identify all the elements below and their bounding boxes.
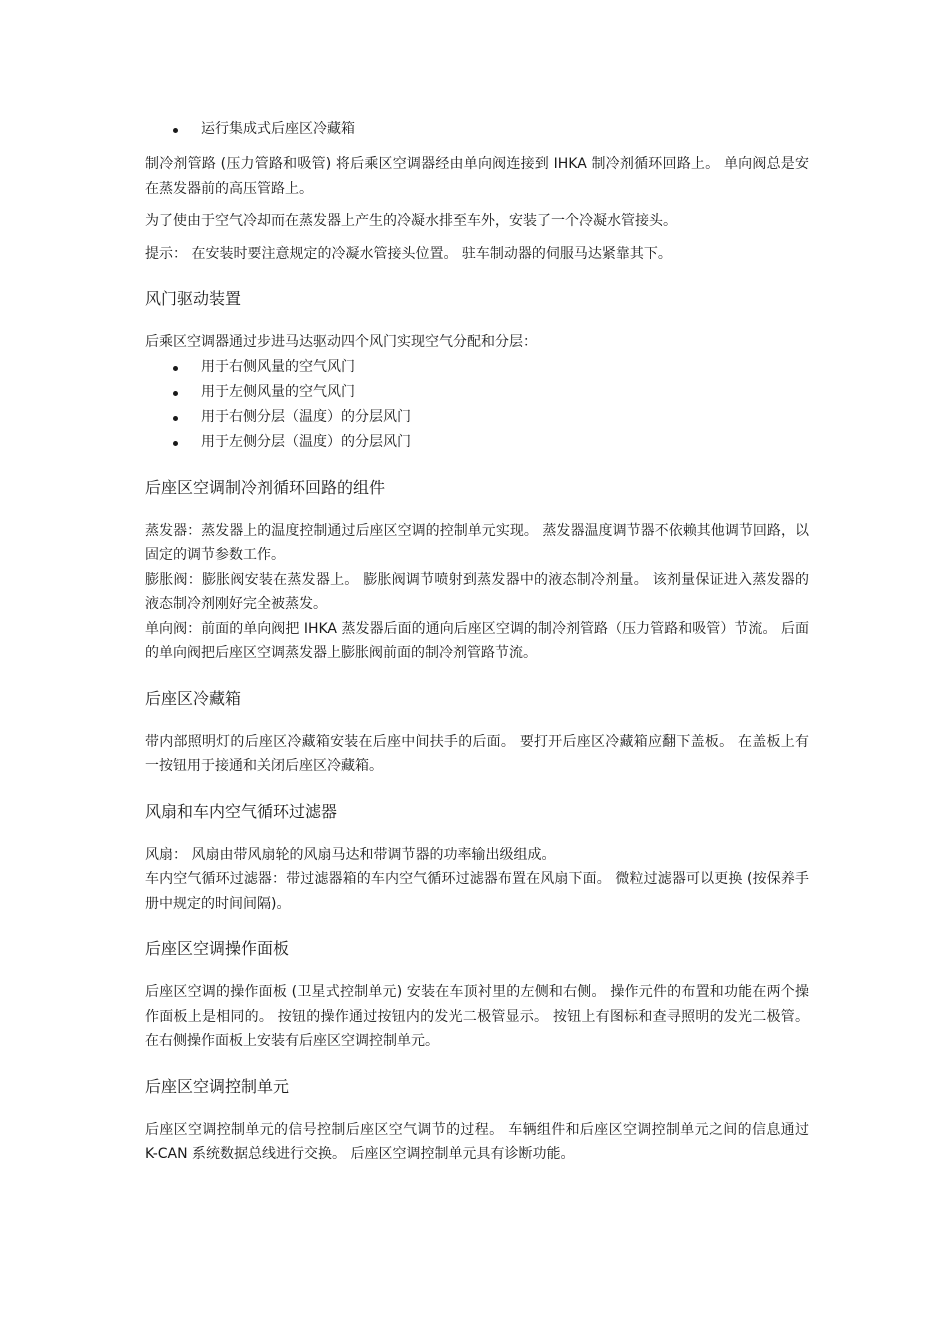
section-title-cooler: 后座区冷藏箱 <box>145 688 242 708</box>
paragraph-evaporator: 蒸发器：蒸发器上的温度控制通过后座区空调的控制单元实现。 蒸发器温度调节器不依赖其他调节回路，以固定的调节参数工作。 <box>145 522 809 563</box>
paragraph-recirculation-filter: 车内空气循环过滤器：带过滤器箱的车内空气循环过滤器布置在风扇下面。 微粒过滤器可以更换 (按保养手册中规定的时间间隔)。 <box>145 871 809 912</box>
paragraph-check-valve: 单向阀：前面的单向阀把 IHKA 蒸发器后面的通向后座区空调的制冷剂管路（压力管路和吸管）节流。 后面的单向阀把后座区空调蒸发器上膨胀阀前面的制冷剂管路节流。 <box>145 620 809 661</box>
section-title-fan: 风扇和车内空气循环过滤器 <box>145 801 338 821</box>
section-title-control-panel: 后座区空调操作面板 <box>145 939 290 958</box>
section-title-refrigerant-circuit: 后座区空调制冷剂循环回路的组件 <box>145 477 386 497</box>
paragraph-expansion-valve: 膨胀阀：膨胀阀安装在蒸发器上。 膨胀阀调节喷射到蒸发器中的液态制冷剂量。 该剂量保证进入蒸发器的液态制冷剂刚好完全被蒸发。 <box>145 571 809 612</box>
paragraph-control-unit: 后座区空调控制单元的信号控制后座区空气调节的过程。 车辆组件和后座区空调控制单元之间的信息通过 K-CAN 系统数据总线进行交换。 后座区空调控制单元具有诊断功能。 <box>145 1121 809 1162</box>
list-item: 运行集成式后座区冷藏箱 <box>145 117 809 142</box>
paragraph-refrigerant-lines: 制冷剂管路 (压力管路和吸管) 将后乘区空调器经由单向阀连接到 IHKA 制冷剂循环回路上。 单向阀总是安在蒸发器前的高压管路上。 <box>145 156 809 197</box>
paragraph-condensate: 为了使由于空气冷却而在蒸发器上产生的冷凝水排至车外，安装了一个冷凝水管接头。 <box>145 213 677 229</box>
list-item: 用于右侧分层（温度）的分层风门 <box>145 405 809 430</box>
paragraph-hint: 提示： 在安装时要注意规定的冷凝水管接头位置。 驻车制动器的伺服马达紧靠其下。 <box>145 245 672 262</box>
bullet-icon <box>173 128 178 133</box>
paragraph-fan: 风扇： 风扇由带风扇轮的风扇马达和带调节器的功率输出级组成。 <box>145 846 556 863</box>
bullet-icon <box>173 366 178 371</box>
paragraph-control-panel: 后座区空调的操作面板 (卫星式控制单元) 安装在车顶衬里的左侧和右侧。 操作元件的布置和功能在两个操作面板上是相同的。 按钮的操作通过按钮内的发光二极管显示。 按钮上有图标和查寻照明的发光二极管。 在右侧操作面板上安装有后座区空调控制单元。 <box>145 984 809 1049</box>
section-title-flap-drive: 风门驱动装置 <box>145 289 242 308</box>
flap-bullet-list <box>145 355 809 455</box>
paragraph-cooler: 带内部照明灯的后座区冷藏箱安装在后座中间扶手的后面。 要打开后座区冷藏箱应翻下盖板。 在盖板上有一按钮用于接通和关闭后座区冷藏箱。 <box>145 733 809 774</box>
list-item: 用于右侧风量的空气风门 <box>145 355 809 380</box>
document-page <box>145 112 809 1167</box>
paragraph-flap-intro: 后乘区空调器通过步进马达驱动四个风门实现空气分配和分层： <box>145 334 537 350</box>
bullet-icon <box>173 416 178 421</box>
bullet-icon <box>173 441 178 446</box>
intro-bullet-list <box>145 117 809 142</box>
list-item: 用于左侧风量的空气风门 <box>145 380 809 405</box>
section-title-control-unit: 后座区空调控制单元 <box>145 1076 290 1096</box>
bullet-icon <box>173 391 178 396</box>
list-item: 用于左侧分层（温度）的分层风门 <box>145 430 809 455</box>
